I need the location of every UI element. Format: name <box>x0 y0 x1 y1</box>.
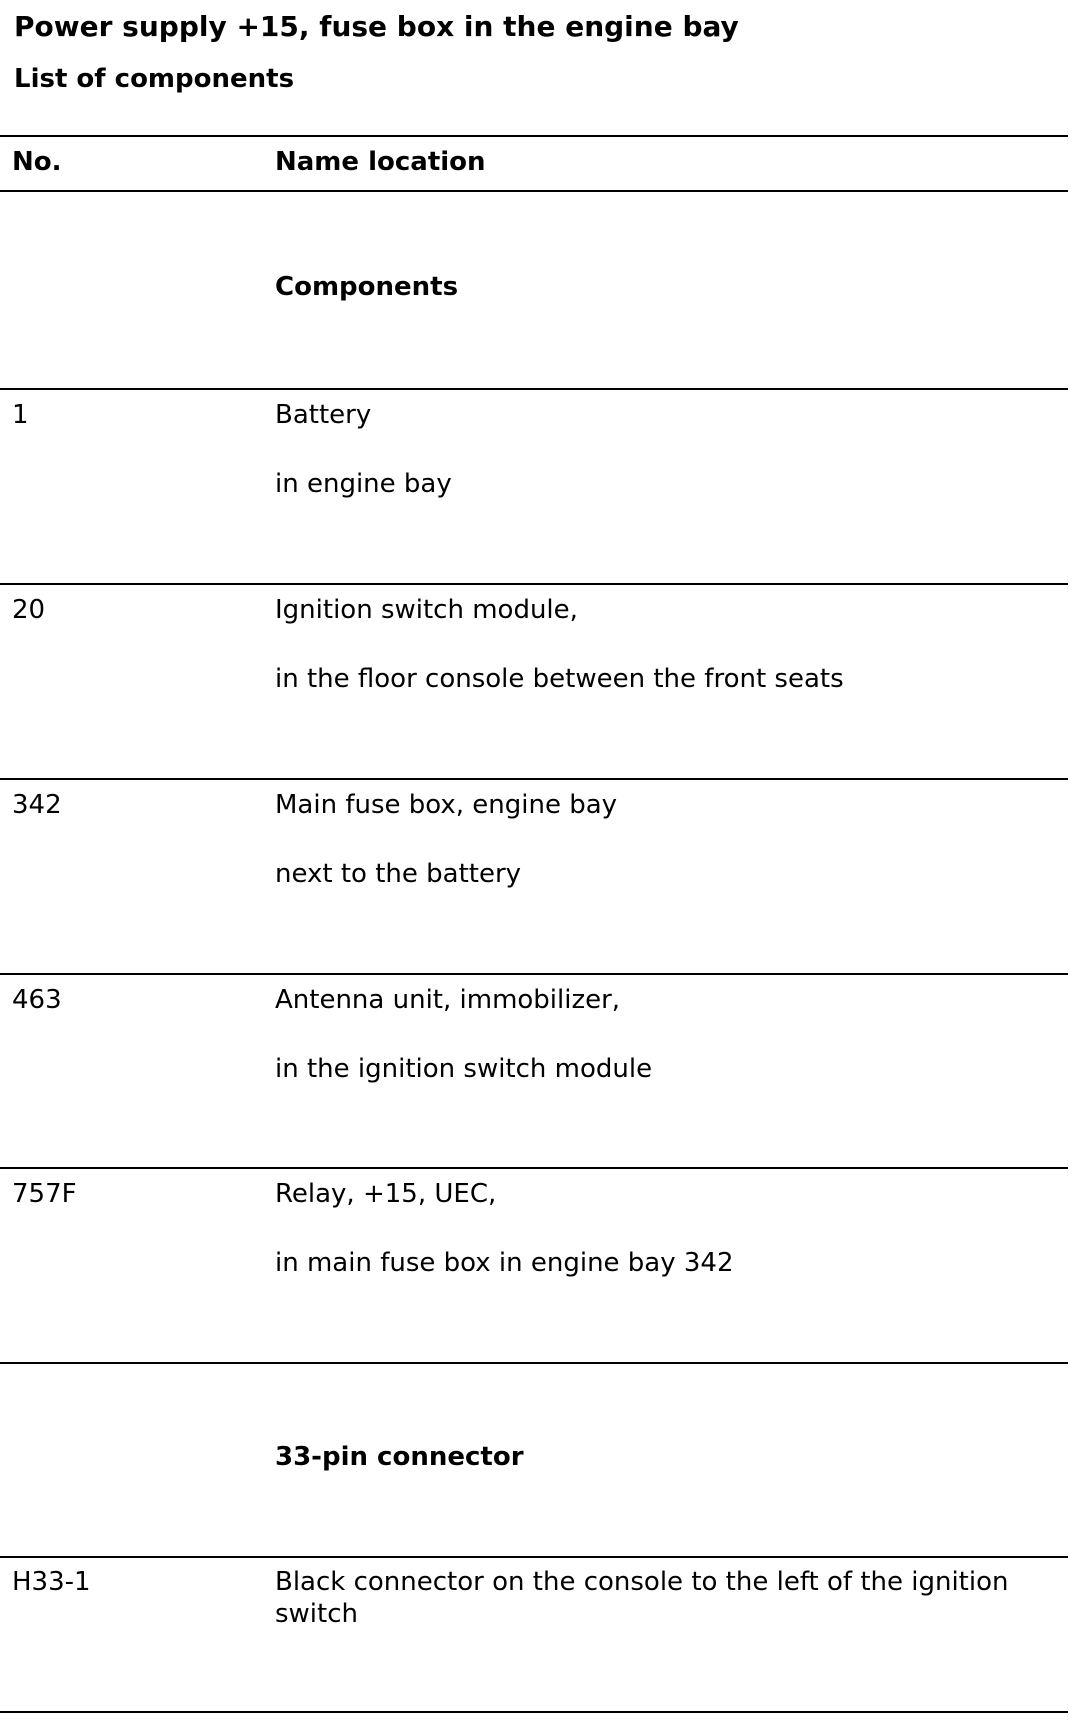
row-divider <box>0 973 1068 975</box>
row-name: Relay, +15, UEC, <box>275 1179 497 1209</box>
row-number: 20 <box>12 595 46 625</box>
row-divider <box>0 1362 1068 1364</box>
section-heading-33-pin-connector: 33-pin connector <box>275 1442 524 1472</box>
page-subtitle: List of components <box>14 64 295 94</box>
row-location: in main fuse box in engine bay 342 <box>275 1248 734 1278</box>
row-name: Antenna unit, immobilizer, <box>275 985 621 1015</box>
row-divider <box>0 583 1068 585</box>
table-bottom-rule <box>0 1711 1068 1713</box>
row-number: H33-1 <box>12 1567 91 1597</box>
row-number: 757F <box>12 1179 77 1209</box>
row-divider <box>0 778 1068 780</box>
header-no: No. <box>12 147 62 177</box>
row-name: Black connector on the console to the left of the ignition switch <box>275 1567 1009 1629</box>
section-heading-components: Components <box>275 272 459 302</box>
table-top-rule <box>0 135 1068 137</box>
row-divider <box>0 1556 1068 1558</box>
header-name-location: Name location <box>275 147 486 177</box>
row-divider <box>0 1167 1068 1169</box>
row-name: Battery <box>275 400 372 430</box>
row-location: in engine bay <box>275 469 452 499</box>
row-number: 1 <box>12 400 29 430</box>
row-name: Ignition switch module, <box>275 595 578 625</box>
row-name: Main fuse box, engine bay <box>275 790 618 820</box>
page-title: Power supply +15, fuse box in the engine bay <box>14 10 739 43</box>
row-number: 463 <box>12 985 62 1015</box>
row-number: 342 <box>12 790 62 820</box>
row-location: in the ignition switch module <box>275 1054 653 1084</box>
row-location: next to the battery <box>275 859 522 889</box>
row-divider <box>0 388 1068 390</box>
row-location: in the floor console between the front seats <box>275 664 844 694</box>
header-bottom-rule <box>0 190 1068 192</box>
